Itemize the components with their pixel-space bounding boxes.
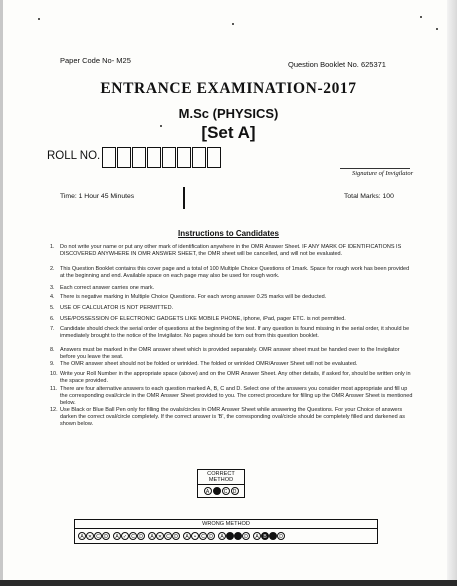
roll-digit-box[interactable] [162,147,176,168]
instruction-number: 7. [50,326,55,332]
filled-bubble [234,532,242,540]
instruction-item [50,266,415,280]
instruction-number: 11. [50,386,58,392]
wrong-example-group [183,532,215,540]
instruction-number: 2. [50,266,55,272]
answer-bubble: A [78,532,86,540]
answer-bubble: A [183,532,191,540]
answer-bubble: A [148,532,156,540]
correct-method-bubbles [198,485,244,497]
wrong-example-group [218,532,250,540]
answer-bubble: ✕ [87,534,93,540]
scan-speck [38,18,40,20]
instruction-text: Candidate should check the serial order of questions at the beginning of the test. If any question is found missing in the serial order, it should be immediately brought to the notice of the Invigilator. No pages should be torn out from this question booklet. [60,326,410,339]
set-label: [Set A] [201,123,256,142]
answer-bubble: A [204,487,212,495]
instruction-item [50,326,415,340]
roll-digit-box[interactable] [117,147,131,168]
wrong-example-group [253,532,285,540]
answer-bubble: D [137,532,145,540]
wrong-method-box [74,519,378,544]
paper-code: Paper Code No- M25 [60,56,131,65]
scan-speck [232,23,234,25]
instruction-number: 1. [50,244,55,250]
instruction-item [50,347,415,361]
answer-bubble: ✕ [157,534,163,540]
instruction-text: There are four alternative answers to each question marked A, B, C and D. Select one of the answers you consider most appropriate and fill up the corresponding oval/circle in the OMR Answer Sheet provided to you. The correct procedure for filling up the OMR Answer Sheet is mentioned below. [60,386,413,406]
answer-bubble: C [199,532,207,540]
correct-method-box [197,469,245,498]
filled-bubble [213,487,221,495]
pen-mark [183,187,185,209]
scan-bottom-edge [0,580,457,586]
instruction-item [50,386,415,407]
roll-digit-box[interactable] [207,147,221,168]
wrong-method-label: WRONG METHOD [75,520,377,529]
instruction-number: 9. [50,361,55,367]
roll-digit-box[interactable] [177,147,191,168]
instruction-number: 12. [50,407,58,413]
signature-line [340,168,410,169]
roll-digit-box[interactable] [192,147,206,168]
answer-bubble: ✓ [122,534,128,540]
instruction-number: 5. [50,305,55,311]
scan-speck [420,16,422,18]
wrong-example-group [78,532,110,540]
instruction-text: This Question Booklet contains this cover page and a total of 100 Multiple Choice Questions of 1mark. Space for rough work has been provided at the beginning and end. Available space on each page may also be used for rough work. [60,266,410,279]
invigilator-signature-label: Signature of Invigilator [352,170,414,177]
instruction-number: 10. [50,371,58,377]
instructions-heading: Instructions to Candidates [178,229,279,238]
answer-bubble: • [191,532,199,540]
instruction-text: Answers must be marked in the OMR answer sheet which is provided separately. OMR answer sheet must be handed over to the Invigilator before you leave the seat. [60,347,400,360]
answer-bubble: A [113,532,121,540]
instruction-number: 6. [50,316,55,322]
subject-title: M.Sc (PHYSICS) [178,106,279,121]
instruction-text: Use Black or Blue Ball Pen only for filling the ovals/circles in OMR Answer Sheet while answering the Questions. For your Choice of answers darken the correct oval/circle completely. If the correct answer is 'B', the corresponding oval/circle should be completely filled and darkened as shown below. [60,407,406,427]
answer-bubble: D [242,532,250,540]
instruction-number: 8. [50,347,55,353]
answer-bubble: D [102,532,110,540]
instruction-number: 3. [50,285,55,291]
scan-speck [436,28,438,30]
instruction-text: The OMR answer sheet should not be folded or wrinkled. The folded or wrinkled OMR/Answer Sheet will not be evaluated. [60,361,358,367]
instruction-text: USE OF CALCULATOR IS NOT PERMITTED. [60,305,174,311]
answer-bubble: D [231,487,239,495]
filled-bubble [269,532,277,540]
roll-digit-box[interactable] [102,147,116,168]
answer-bubble: D [277,532,285,540]
instruction-text: USE/POSSESSION OF ELECTRONIC GADGETS LIKE MOBILE PHONE, iphone, iPad, pager ETC. is not permitted. [60,316,346,322]
instruction-number: 4. [50,294,55,300]
wrong-example-group [113,532,145,540]
instruction-item [50,305,415,312]
wrong-example-group [148,532,180,540]
instruction-text: Do not write your name or put any other mark of identification anywhere in the OMR Answer Sheet. IF ANY MARK OF IDENTIFICATIONS IS DISCOVERED ANYWHERE IN OMR ANSWER SHEET, the OMR sheet will be cancelled, and will not be evaluated. [60,244,402,257]
instruction-text: Write your Roll Number in the appropriate space (above) and on the OMR Answer Sheet. Any other details, if asked for, should be written only in the space provided. [60,371,411,384]
instruction-item [50,371,415,385]
instruction-text: Each correct answer carries one mark. [60,285,155,291]
exam-duration: Time: 1 Hour 45 Minutes [60,193,135,200]
roll-number-boxes[interactable] [102,147,222,168]
answer-bubble: A [218,532,226,540]
answer-bubble: D [172,532,180,540]
question-booklet-number: Question Booklet No. 625371 [288,60,386,69]
correct-method-label: CORRECT METHOD [198,470,244,485]
wrong-method-bubbles [75,529,377,543]
roll-digit-box[interactable] [132,147,146,168]
answer-bubble: C [164,532,172,540]
exam-title: ENTRANCE EXAMINATION-2017 [100,80,357,97]
instruction-item [50,407,415,428]
instruction-item [50,294,415,301]
roll-number-label: ROLL NO. [47,150,101,162]
answer-bubble: C [94,532,102,540]
filled-bubble [226,532,234,540]
answer-bubble: C [129,532,137,540]
instruction-item [50,316,415,323]
answer-bubble: A [253,532,261,540]
roll-digit-box[interactable] [147,147,161,168]
total-marks: Total Marks: 100 [344,193,394,200]
instruction-item [50,285,415,292]
filled-bubble: B [261,532,269,540]
instruction-item [50,361,415,368]
answer-bubble: D [207,532,215,540]
answer-bubble: C [222,487,230,495]
instruction-item [50,244,415,258]
instruction-text: There is negative marking in Multiple Choice Questions. For each wrong answer 0.25 marks will be deducted. [60,294,327,300]
